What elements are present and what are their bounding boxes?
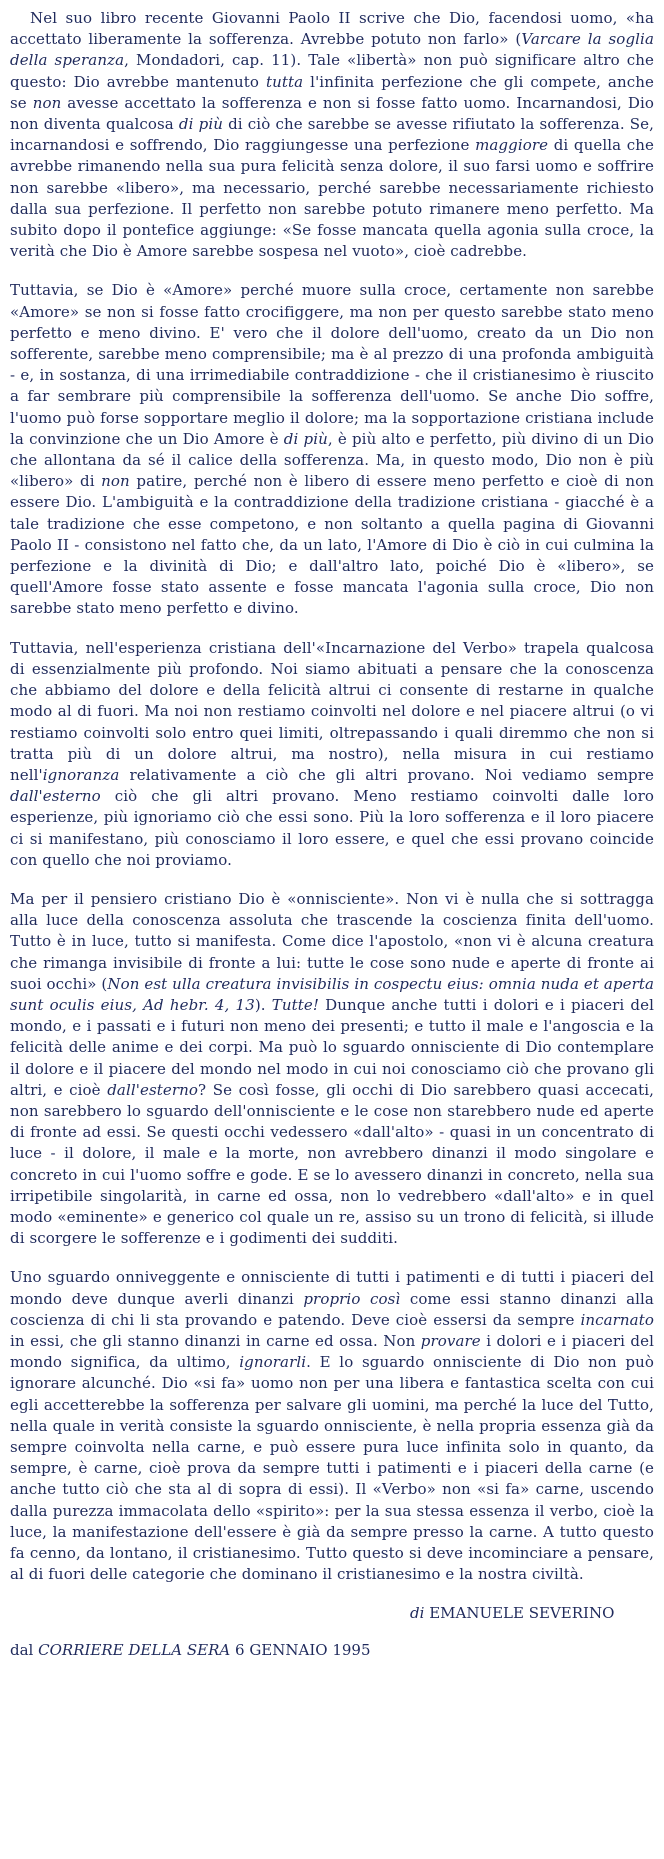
newspaper-name: CORRIERE DELLA SERA xyxy=(38,1640,231,1659)
text-segment: Dunque anche tutti i dolori e i piaceri del mondo, e i passati e i futuri non meno dei presenti; e tutto il male e l'angoscia e la felicità delle anime e dei corpi. Ma può lo sguardo onnisciente di Dio contemplare il dolore e il piacere del mondo nel modo in cui noi conosciamo ciò che provano gli altri, e cioè xyxy=(10,995,654,1099)
text-segment: ). xyxy=(254,995,272,1014)
text-segment: , è più alto e perfetto, più divino di un Dio che allontana da sé il calice della sofferenza. Ma, in questo modo, Dio non è più «libero» di xyxy=(10,429,654,491)
text-segment: patire, perché non è libero di essere meno perfetto e cioè di non essere Dio. L'ambiguità e la contraddizione della tradizione cristiana - giacché è a tale tradizione che esse competono, e non soltanto a quella pagina di Giovanni Paolo II - consistono nel fatto che, da un lato, l'Amore di Dio è ciò in cui culmina la perfezione e la divinità di Dio; e dall'altro lato, poiché Dio è «libero», se quell'Amore fosse stato assente e fosse mancata l'agonia sulla croce, Dio non sarebbe stato meno perfetto e divino. xyxy=(10,472,654,618)
author-signature xyxy=(10,1603,654,1624)
author-name: EMANUELE SEVERINO xyxy=(429,1604,615,1623)
italic-text: ignorarli xyxy=(239,1353,307,1372)
italic-text: Non est ulla creatura invisibilis in cospectu eius: omnia nuda et aperta sunt oculis eius, Ad hebr. 4, 13 xyxy=(10,974,655,1014)
text-segment: Ma per il pensiero cristiano Dio è «onnisciente». Non vi è nulla che si sottragga alla luce della conoscenza assoluta che trascende la coscienza finita dell'uomo. Tutto è in luce, tutto si manifesta. Come dice l'apostolo, «non vi è alcuna creatura che rimanga invisibile di fronte a lui: tutte le cose sono nude e aperte di fronte ai suoi occhi» ( xyxy=(10,889,654,993)
text-segment: , Mondadori, cap. 11). Tale «libertà» non può significare altro che questo: Dio avrebbe mantenuto xyxy=(10,51,654,91)
italic-text: Tutte! xyxy=(271,995,320,1014)
italic-text: maggiore xyxy=(475,136,549,155)
text-segment: come essi stanno dinanzi alla coscienza di chi li sta provando e patendo. Deve cioè essersi da sempre xyxy=(10,1289,654,1329)
text-segment: Uno sguardo onniveggente e onnisciente di tutti i patimenti e di tutti i piaceri del mondo deve dunque averli dinanzi xyxy=(10,1268,654,1308)
italic-text: tutta xyxy=(266,72,304,91)
italic-text: dall'esterno xyxy=(107,1080,199,1099)
italic-text: provare xyxy=(420,1331,481,1350)
text-segment: . E lo sguardo onnisciente di Dio non può ignorare alcunché. Dio «si fa» uomo non per una libera e fantastica scelta con cui egli accetterebbe la sofferenza per salvare gli uomini, ma perché la luce del Tutto, nella quale in verità consiste la sguardo onnisciente, è nella propria essenza già da sempre coinvolta nella carne, e può essere pura luce infinita solo in quanto, da sempre, è carne, cioè prova da sempre tutti i patimenti e i piaceri della carne (e anche tutto ciò che sta al di sopra di essi). Il «Verbo» non «si fa» carne, uscendo dalla purezza immacolata dello «spirito»: per la sua stessa essenza il verbo, cioè la luce, la manifestazione dell'essere è già da sempre presso la carne. A tutto questo fa cenno, da lontano, il cristianesimo. Tutto questo si deve incominciare a pensare, al di fuori delle categorie che dominano il cristianesimo e la nostra civiltà. xyxy=(10,1353,654,1584)
publication-date: 6 GENNAIO 1995 xyxy=(235,1640,371,1659)
italic-text: incarnato xyxy=(580,1310,654,1329)
italic-text: non xyxy=(101,472,130,491)
source-line xyxy=(10,1640,654,1661)
article-paragraph xyxy=(10,889,654,1249)
italic-text: non xyxy=(32,93,62,112)
text-segment: ciò che gli altri provano. Meno restiamo coinvolti dalle loro esperienze, più ignoriamo ciò che essi sono. Più la loro sofferenza e il loro piacere ci si manifestano, più conosciamo il loro essere, e quel che essi provano coincide con quello che noi proviamo. xyxy=(10,787,654,869)
text-segment: Nel suo libro recente Giovanni Paolo II scrive che Dio, facendosi uomo, «ha accettato liberamente la sofferenza. Avrebbe potuto non farlo» ( xyxy=(10,9,654,49)
article-paragraph xyxy=(10,280,654,619)
article-paragraph xyxy=(10,8,654,262)
text-segment: ? Se così fosse, gli occhi di Dio sarebbero quasi accecati, non sarebbero lo sguardo dell'onnisciente e le cose non starebbero nude ed aperte di fronte ad essi. Se questi occhi vedessero «dall'alto» - quasi in un concentrato di luce - il dolore, il male e la morte, non avrebbero dinanzi il modo singolare e concreto in cui l'uomo soffre e gode. E se lo avessero dinanzi in concreto, nella sua irripetibile singolarità, in carne ed ossa, non lo vedrebbero «dall'alto» e in quel modo «eminente» e generico col quale un re, assiso su un trono di felicità, si illude di scorgere le sofferenze e i godimenti dei sudditi. xyxy=(10,1080,654,1248)
italic-text: di più xyxy=(283,429,328,448)
article-body xyxy=(10,8,654,1585)
article-paragraph xyxy=(10,1267,654,1585)
italic-text: dall'esterno xyxy=(10,787,101,806)
italic-text: Varcare la soglia della speranza xyxy=(10,30,654,70)
text-segment: Tuttavia, nell'esperienza cristiana dell'«Incarnazione del Verbo» trapela qualcosa di essenzialmente più profondo. Noi siamo abituati a pensare che la conoscenza che abbiamo del dolore e della felicità altrui ci consente di restarne in qualche modo al di fuori. Ma noi non restiamo coinvolti nel dolore e nel piacere altrui (o vi restiamo coinvolti solo entro quei limiti, oltrepassando i quali diremmo che non si tratta più di un dolore altrui, ma nostro), nella misura in cui restiamo nell' xyxy=(10,638,654,784)
italic-text: proprio così xyxy=(303,1289,401,1308)
text-segment: avesse accettato la sofferenza e non si fosse fatto uomo. Incarnandosi, Dio non diventa qualcosa xyxy=(10,93,654,134)
text-segment: in essi, che gli stanno dinanzi in carne ed ossa. Non xyxy=(10,1331,421,1350)
source-prefix: dal xyxy=(10,1640,34,1659)
text-segment: i dolori e i piaceri del mondo significa, da ultimo, xyxy=(10,1331,655,1372)
text-segment: di ciò che sarebbe se avesse rifiutato la sofferenza. Se, incarnandosi e soffrendo, Dio raggiungesse una perfezione xyxy=(10,115,655,155)
italic-text: di più xyxy=(178,115,223,134)
text-segment: l'infinita perfezione che gli compete, anche se xyxy=(10,72,654,112)
text-segment: relativamente a ciò che gli altri provano. Noi vediamo sempre xyxy=(119,765,654,784)
text-segment: Tuttavia, se Dio è «Amore» perché muore sulla croce, certamente non sarebbe «Amore» se non si fosse fatto crocifiggere, ma non per questo sarebbe stato meno perfetto e meno divino. E' vero che il dolore dell'uomo, creato da un Dio non sofferente, sarebbe meno comprensibile; ma è al prezzo di una profonda ambiguità - e, in sostanza, di una irrimediabile contraddizione - che il cristianesimo è riuscito a far sembrare più comprensibile la sofferenza dell'uomo. Se anche Dio soffre, l'uomo può forse sopportare meglio il dolore; ma la sopportazione cristiana include la convinzione che un Dio Amore è xyxy=(10,281,654,448)
signature-prefix: di xyxy=(410,1604,425,1623)
italic-text: ignoranza xyxy=(42,765,120,784)
text-segment: di quella che avrebbe rimanendo nella sua pura felicità senza dolore, il suo farsi uomo e soffrire non sarebbe «libero», ma necessario, perché sarebbe necessariamente richiesto dalla sua perfezione. Il perfetto non sarebbe potuto rimanere meno perfetto. Ma subito dopo il pontefice aggiunge: «Se fosse mancata quella agonia sulla croce, la verità che Dio è Amore sarebbe sospesa nel vuoto», cioè cadrebbe. xyxy=(10,136,654,261)
article-paragraph xyxy=(10,638,654,871)
